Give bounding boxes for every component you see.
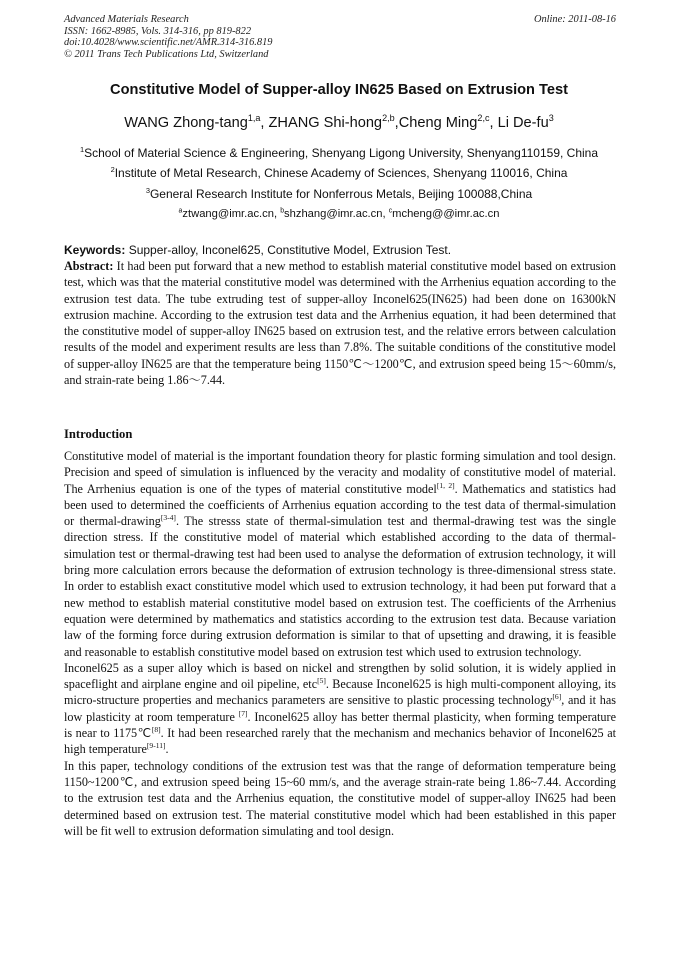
abstract <box>64 258 616 388</box>
introduction-body <box>64 448 616 839</box>
paragraph-text: . It had been researched rarely that the mechanism and mechanics behavior of Inconel625 at high temperature <box>64 726 616 757</box>
paper-title: Constitutive Model of Supper-alloy IN625 Based on Extrusion Test <box>110 82 568 98</box>
abstract-text: It had been put forward that a new method to establish material constitutive model based on extrusion test, which was that the material constitutive model was determined with the Arrhenius equation according to the extrusion test data. The tube extruding test of supper-alloy Inconel625(IN625) had been done on 16300kN extrusion machine. According to the extrusion test data and the Arrhenius equation, it had been determined that the constitutive model of supper-alloy IN625 based on extrusion test, and the relative errors between calculation results of the model and experiment results are less than 7.8%. The suitable conditions of the constitutive model of supper-alloy IN625 are that the temperature being 1150℃～1200℃, and extrusion speed being 15～60mm/s, and strain-rate being 1.86～7.44. <box>64 259 616 388</box>
author-name: ZHANG Shi-hong <box>268 115 383 131</box>
keywords <box>64 243 616 257</box>
author-separator: , <box>394 115 399 131</box>
citation-marker: [6] <box>552 692 562 702</box>
affiliation-text: General Research Institute for Nonferrous Metals, Beijing 100088,China <box>149 187 533 201</box>
journal-header <box>64 14 616 60</box>
affiliation-3 <box>0 187 678 201</box>
section-heading-introduction: Introduction <box>64 427 133 441</box>
author-separator: , <box>489 115 498 131</box>
doi-line: doi:10.4028/www.scientific.net/AMR.314-316.819 <box>64 37 273 49</box>
citation-marker: [3-4] <box>160 513 176 523</box>
paragraph-text: . The stresss state of thermal-simulation test and thermal-drawing test was the single direction stress. If the constitutive model of material which established according to the data of thermal-simulation test or thermal-drawing test had been used to analyse the deformation of extrusion technology, it will bring more calculation errors because the deformation of extrusion technology is three-dimensional stress state. In order to establish exact constitutive model which used to extrusion technology, it had been put forward that a new method to establish material constitutive model based on extrusion test. The coefficients of the Arrhenius equation were determined by mathematics and statistics according to the extrusion test data. Because variation law of the forming force during extrusion deformation is similar to that of upsetting and drawing, it is feasible and reasonable to establish constitutive model based on extrusion test which used to extrusion technology. <box>64 514 616 659</box>
paragraph-text: , and it has low plasticity at room temperature <box>64 693 616 724</box>
keywords-text: Supper-alloy, Inconel625, Constitutive Model, Extrusion Test. <box>125 243 452 257</box>
citation-marker: [7] <box>238 708 248 718</box>
email-marker: b <box>280 207 285 215</box>
abstract-label: Abstract: <box>64 259 114 273</box>
citation-marker: [8] <box>151 724 161 734</box>
author-name: Li De-fu <box>497 115 549 131</box>
paragraph-text: . Because Inconel625 is high multi-component alloying, its micro-structure properties and mechanics parameters are sensitive to plastic processing technology <box>64 677 616 708</box>
introduction-paragraph <box>64 448 616 660</box>
paragraph-text: Constitutive model of material is the important foundation theory for plastic forming simulation and tool design. Precision and speed of simulation is influenced by the veracity and modality of constitutive model of material. The Arrhenius equation is one of the types of material constitutive model <box>64 449 616 496</box>
author-separator: , <box>260 115 269 131</box>
author-name: Cheng Ming <box>398 115 478 131</box>
author-name: WANG Zhong-tang <box>124 115 248 131</box>
journal-name: Advanced Materials Research <box>64 14 189 25</box>
introduction-paragraph <box>64 758 616 839</box>
citation-marker: [9-11] <box>146 741 166 751</box>
affiliation-1 <box>0 146 678 160</box>
keywords-label: Keywords: <box>64 243 126 257</box>
citation-marker: [5] <box>317 676 326 686</box>
email-address: ztwang@imr.ac.cn, <box>182 208 281 220</box>
citation-marker: [1, 2] <box>436 480 455 490</box>
paragraph-text: . Mathematics and statistics had been used to determined the coefficients of Arrhenius equation according to the test data of thermal-simulation or thermal-drawing <box>64 481 616 529</box>
affiliation-marker: 1 <box>79 145 85 154</box>
issn-line: ISSN: 1662-8985, Vols. 314-316, pp 819-822 <box>64 25 252 37</box>
email-marker: a <box>178 207 183 215</box>
affiliation-text: Institute of Metal Research, Chinese Academy of Sciences, Shenyang 110016, China <box>114 166 568 180</box>
paragraph-text: In this paper, technology conditions of the extrusion test was that the range of deformation temperature being 1150~1200℃, and extrusion speed being 15~60 mm/s, and the average strain-rate being 1.86~7.44. According to the extrusion test data and the Arrhenius equation, the constitutive model of supper-alloy IN625 had been determined based on extrusion test. The material constitutive model which had been established in this paper will be fit well to extrusion deformation simulating and tool design. <box>64 758 616 838</box>
author-superscript: 1,a <box>247 113 261 124</box>
author-superscript: 2,b <box>382 113 395 124</box>
email-address: shzhang@imr.ac.cn, <box>284 208 389 220</box>
copyright-line: © 2011 Trans Tech Publications Ltd, Switzerland <box>64 48 269 60</box>
paragraph-text: . <box>165 742 169 757</box>
email-marker: c <box>388 207 393 215</box>
email-address: mcheng@@imr.ac.cn <box>392 208 500 220</box>
author-superscript: 2,c <box>477 113 490 124</box>
paragraph-text: Inconel625 as a super alloy which is based on nickel and strengthen by solid solution, it is widely applied in spaceflight and airplane engine and oil pipeline, etc <box>64 660 616 692</box>
email-line <box>0 208 678 220</box>
paragraph-text: . Inconel625 alloy has better thermal plasticity, when forming temperature is near to 1175℃ <box>64 709 616 741</box>
author-list <box>0 115 678 131</box>
affiliation-2 <box>0 166 678 180</box>
introduction-paragraph <box>64 660 616 758</box>
affiliation-marker: 3 <box>145 186 150 195</box>
affiliation-marker: 2 <box>110 165 115 174</box>
affiliation-text: School of Material Science & Engineering, Shenyang Ligong University, Shenyang110159, China <box>84 146 599 160</box>
author-superscript: 3 <box>548 113 554 124</box>
online-date: Online: 2011-08-16 <box>533 14 616 25</box>
